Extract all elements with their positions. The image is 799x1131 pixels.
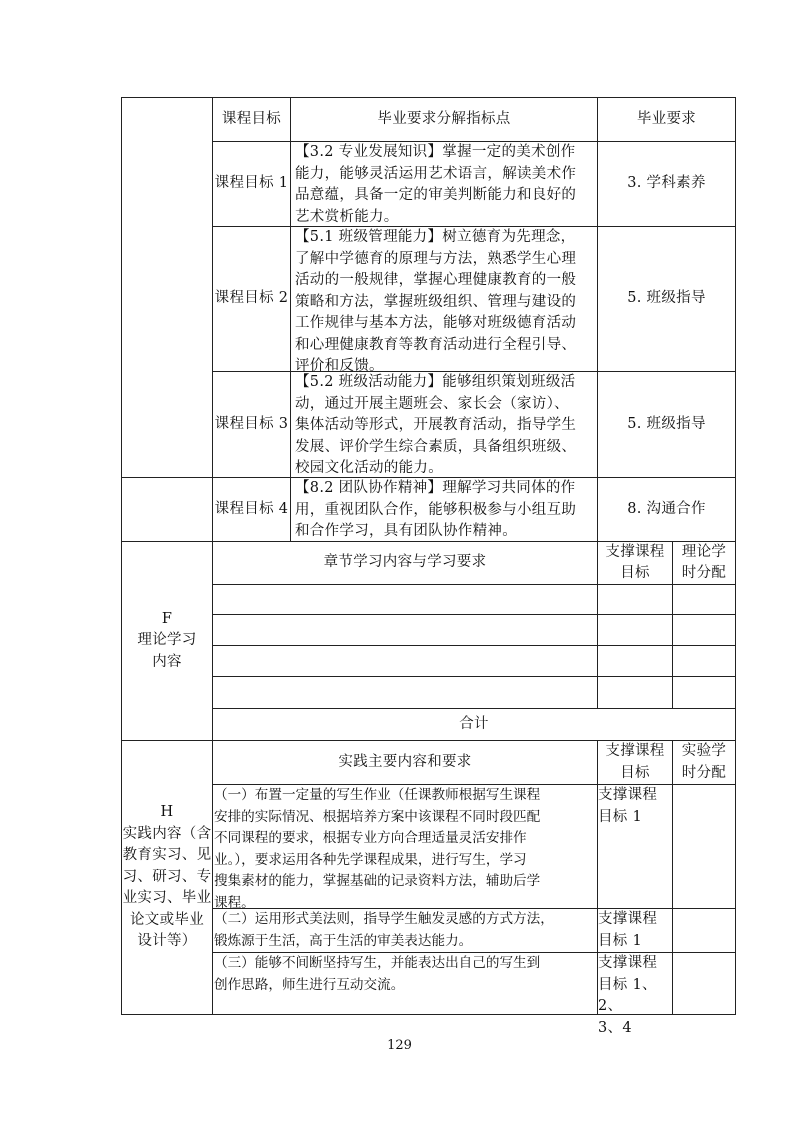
page-number: 129	[387, 1038, 412, 1053]
header-decomposition: 毕业要求分解指标点	[377, 110, 511, 127]
header-line: 实验学	[681, 743, 727, 759]
practice-section-label	[118, 741, 216, 1014]
text-line: 目标 1	[598, 808, 643, 825]
graduation-requirement: 3. 学科素养	[627, 175, 706, 192]
row-divider	[212, 645, 735, 646]
practice-hours-header	[673, 741, 735, 784]
practice-content-header: 实践主要内容和要求	[338, 753, 472, 770]
text-line: 活动的一般规律，掌握心理健康教育的一般	[295, 272, 577, 288]
text-line: 【3.2 专业发展知识】掌握一定的美术创作	[295, 144, 576, 160]
section-title-line: 理论学习	[137, 632, 197, 649]
table-right-border	[735, 97, 736, 1015]
text-line: 业。），要求运用各种先学课程成果，进行写生，学习	[214, 851, 527, 868]
practice-item	[214, 953, 597, 996]
text-line: 工作规律与基本方法，能够对班级德育活动	[295, 315, 577, 331]
goal-label: 课程目标 1	[214, 175, 289, 192]
section-title-line: 教育实习、见	[122, 847, 212, 864]
graduation-requirement: 5. 班级指导	[627, 415, 706, 432]
text-line: 支撑课程	[598, 911, 658, 927]
text-line: 和心理健康教育等教育活动进行全程引导、	[295, 336, 577, 353]
text-line: 3、4	[598, 1019, 632, 1036]
goal-description	[295, 142, 595, 228]
goal-label: 课程目标 2	[214, 290, 289, 307]
header-line: 时分配	[681, 764, 727, 781]
theory-support-header	[598, 542, 672, 584]
header-line: 目标	[620, 565, 650, 581]
practice-item	[214, 909, 597, 952]
text-line: （三）能够不间断坚持写生，并能表达出自己的写生到	[214, 955, 541, 971]
header-graduation-requirement: 毕业要求	[636, 110, 697, 127]
header-line: 时分配	[681, 565, 727, 581]
theory-section-label	[122, 542, 212, 740]
text-line: 目标 1、2、	[598, 976, 657, 1014]
practice-support-goal	[598, 785, 672, 828]
text-line: 用，重视团队合作，能够积极参与小组互助	[295, 501, 577, 518]
section-title-line: 论文或毕业	[130, 911, 204, 928]
section-title-line: 设计等）	[137, 933, 197, 950]
theory-total-label: 合计	[459, 715, 489, 732]
text-line: 锻炼源于生活，高于生活的审美表达能力。	[214, 932, 473, 949]
text-line: （一）布置一定量的写生作业（任课教师根据写生课程	[214, 787, 541, 803]
practice-item	[214, 785, 597, 914]
graduation-requirement: 8. 沟通合作	[627, 500, 706, 517]
practice-support-goal	[598, 953, 672, 1039]
text-line: 【5.2 班级活动能力】能够组织策划班级活	[295, 374, 576, 390]
row-divider	[212, 676, 735, 677]
goal-description	[295, 372, 595, 480]
text-line: （二）运用形式美法则，指导学生触发灵感的方式方法，	[214, 911, 554, 927]
section-title-line: 内容	[152, 653, 182, 670]
text-line: 安排的实际情况、根据培养方案中该课程不同时段匹配	[214, 808, 541, 825]
header-line: 支撑课程	[605, 743, 665, 759]
text-line: 【8.2 团队协作精神】理解学习共同体的作	[295, 480, 576, 496]
theory-content-header: 章节学习内容与学习要求	[323, 554, 487, 571]
text-line: 动，通过开展主题班会、家长会（家访）、	[295, 395, 569, 412]
header-line: 支撑课程	[605, 543, 665, 560]
graduation-requirement: 5. 班级指导	[627, 290, 706, 307]
text-line: 支撑课程	[598, 955, 658, 971]
goal-description	[295, 478, 595, 543]
section-title-line: 实践内容（含	[122, 825, 212, 842]
text-line: 了解中学德育的原理与方法，熟悉学生心理	[295, 250, 577, 267]
column-divider	[290, 97, 291, 541]
practice-support-goal	[598, 909, 672, 952]
section-letter: F	[161, 610, 173, 627]
header-course-goal: 课程目标	[221, 110, 282, 127]
text-line: 能力，能够灵活运用艺术语言，解读美术作	[295, 165, 577, 182]
goal-label: 课程目标 3	[214, 415, 289, 432]
text-line: 【5.1 班级管理能力】树立德育为先理念，	[295, 229, 576, 245]
row-divider	[212, 614, 735, 615]
section-letter: H	[160, 804, 174, 821]
text-line: 支撑课程	[598, 787, 658, 803]
goal-label: 课程目标 4	[214, 500, 289, 517]
text-line: 策略和方法，掌握班级组织、管理与建设的	[295, 293, 577, 310]
text-line: 不同课程的要求，根据专业方向合理适量灵活安排作	[214, 830, 527, 846]
text-line: 课程。	[214, 894, 255, 911]
text-line: 搜集素材的能力，掌握基础的记录资料方法，辅助后学	[214, 873, 541, 889]
text-line: 发展、评价学生综合素质，具备组织班级、	[295, 438, 577, 455]
theory-hours-header	[673, 542, 735, 584]
text-line: 和合作学习，具有团队协作精神。	[295, 523, 517, 539]
text-line: 创作思路，师生进行互动交流。	[214, 976, 405, 993]
text-line: 艺术赏析能力。	[295, 208, 399, 225]
practice-support-header	[598, 741, 672, 784]
header-line: 理论学	[681, 543, 727, 560]
section-title-line: 习、研习、专	[122, 868, 212, 885]
text-line: 评价和反馈。	[295, 358, 384, 374]
text-line: 校园文化活动的能力。	[295, 460, 443, 476]
section-title-line: 业实习、毕业	[122, 890, 212, 907]
text-line: 品意蕴，具备一定的审美判断能力和良好的	[295, 187, 577, 203]
header-line: 目标	[620, 764, 650, 781]
text-line: 集体活动等形式，开展教育活动，指导学生	[295, 417, 577, 433]
text-line: 目标 1	[598, 932, 643, 949]
goal-description	[295, 227, 595, 378]
row-divider	[212, 584, 735, 585]
